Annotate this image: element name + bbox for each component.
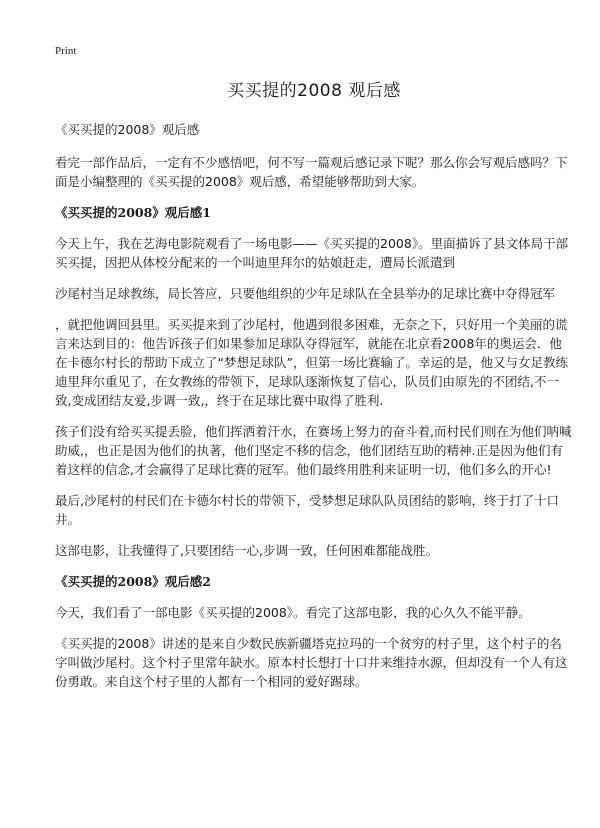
print-label[interactable]: Print (55, 45, 77, 57)
paragraph: 最后,沙尾村的村民们在卡德尔村长的带领下，受梦想足球队队员团结的影响，终于打了十口井。 (55, 493, 559, 527)
paragraph: ，就把他调回县里。买买提来到了沙尾村，他遇到很多困难，无奈之下，只好用一个美丽的谎言来达到目的：他告诉孩子们如果参加足球队夺得冠军，就能在北京看2008年的奥运会．他在卡德尔村长的帮助下成立了“梦想足球队”，但第一场比赛输了。幸运的是，他又与女足教练迪里拜尔重见了，在女教练的带领下，足球队逐渐恢复了信心，队员们由原先的不团结,不一致,变成团结友爱,步调一致,，终于在足球比赛中取得了胜利. (55, 317, 568, 408)
paragraph: 这部电影，让我懂得了,只要团结一心,步调一致，任何困难都能战胜。 (55, 543, 438, 558)
document-subtitle: 《买买提的2008》观后感 (55, 122, 200, 137)
intro-paragraph: 看完一部作品后，一定有不少感悟吧，何不写一篇观后感记录下呢？那么你会写观后感吗？下面是小编整理的《买买提的2008》观后感，希望能够帮助到大家。 (55, 155, 568, 189)
document-title: 买买提的2008 观后感 (227, 81, 401, 101)
section-1 (55, 203, 573, 560)
paragraph: 今天上午，我在艺海电影院观看了一场电影——《买买提的2008》。里面描诉了县文体局干部买买提，因把从体校分配来的一个叫迪里拜尔的姑娘赶走，遭局长派遣到 (55, 236, 569, 270)
section-2 (55, 572, 573, 691)
paragraph: 孩子们没有给买买提丢脸，他们挥洒着汗水，在赛场上努力的奋斗着,而村民们则在为他们呐喊助威,，也正是因为他们的执著，他们坚定不移的信念，他们团结互助的精神.正是因为他们有着这样的信念,才会赢得了足球比赛的冠军。他们最终用胜利来证明一切，他们多么的开心! (55, 424, 572, 477)
paragraph: 今天，我们看了一部电影《买买提的2008》。看完了这部电影，我的心久久不能平静。 (55, 605, 531, 620)
paragraph: 《买买提的2008》讲述的是来自少数民族新疆塔克拉玛的一个贫穷的村子里，这个村子的名字叫做沙尾村。这个村子里常年缺水。原本村长想打十口井来维持水源，但却没有一个人有这份勇敢。来自这个村子里的人都有一个相同的爱好踢球。 (55, 636, 568, 689)
section-heading: 《买买提的2008》观后感1 (55, 205, 211, 220)
paragraph: 沙尾村当足球教练，局长答应，只要他组织的少年足球队在全县举办的足球比赛中夺得冠军 (55, 286, 556, 301)
section-heading: 《买买提的2008》观后感2 (55, 574, 211, 589)
